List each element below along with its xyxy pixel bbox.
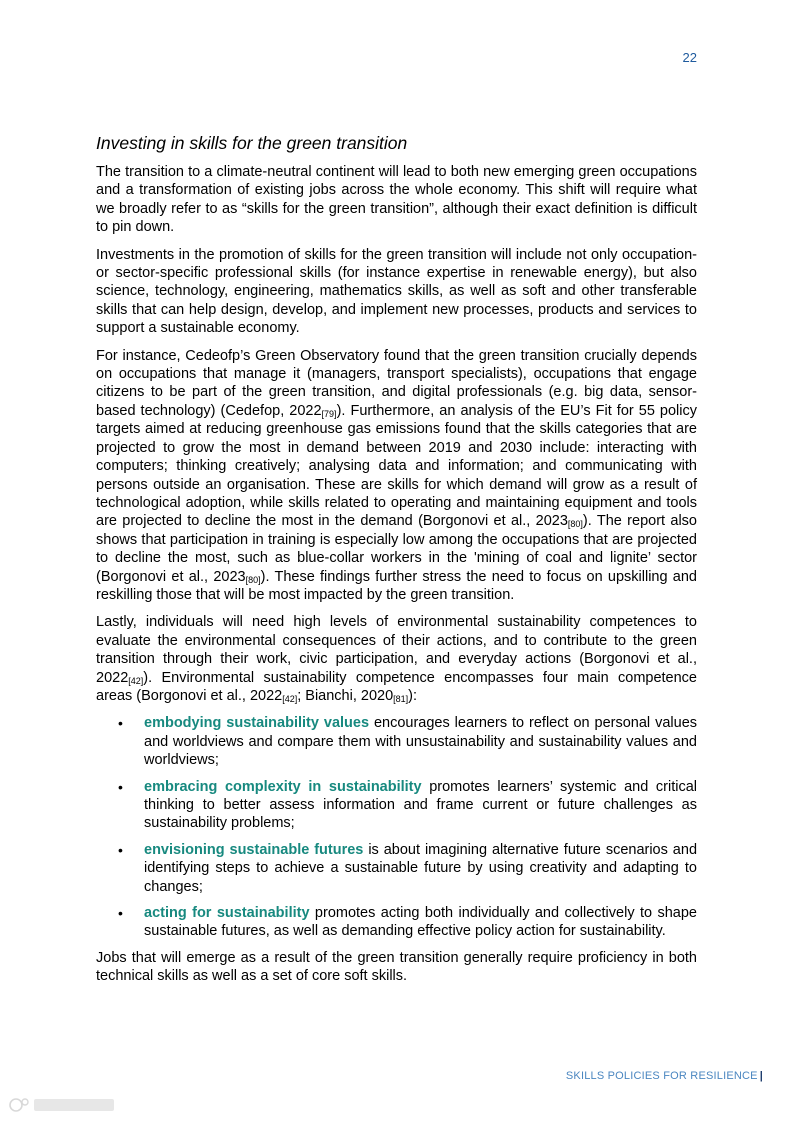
paragraph-investments: Investments in the promotion of skills for the green transition will include not only occupation- or sector-specific professional skills (for instance expertise in renewable energy), but also science, technology, engineering, mathematics skills, as well as soft and other transferable skills that can help design, develop, and implement new processes, products and services to support a sustainable economy. [96, 246, 697, 337]
page-number: 22 [682, 50, 697, 65]
citation-ref: [81] [393, 693, 409, 704]
competence-description: encourages learners to reflect on personal values and worldviews and compare them with unsustainability and sustainability values and worldviews; [144, 715, 698, 769]
list-item [96, 714, 697, 769]
list-item [96, 904, 697, 941]
bullet-icon: • [118, 715, 123, 732]
text-run: Lastly, individuals will need high levels of environmental sustainability competences to evaluate the environmental consequences of their actions, and to contribute to the green transition through their work, civic participation, and everyday actions (Borgonovi et al., 2022 [96, 614, 697, 686]
competence-description: promotes acting both individually and collectively to shape sustainable futures, as well as demanding effective policy action for sustainability. [144, 905, 697, 940]
text-run: ). The report also shows that participation in training is especially low among the occupations that are projected to decline the most, such as blue-collar workers in the 'mining of coal and lignite’ sector (Borgonovi et al., 2023 [96, 513, 697, 585]
bullet-icon: • [118, 841, 123, 858]
paragraph-competences-intro [96, 613, 697, 705]
competence-description: is about imagining alternative future scenarios and identifying steps to achieve a sustainable future by using creativity and adapting to changes; [144, 841, 698, 895]
text-run: ): [408, 687, 418, 704]
citation-ref: [80] [567, 519, 583, 530]
footer-bar: | [759, 1070, 763, 1082]
paragraph-evidence [96, 347, 697, 605]
paragraph-intro: The transition to a climate-neutral continent will lead to both new emerging green occupations and a transformation of existing jobs across the whole economy. This shift will require what we broadly refer to as “skills for the green transition”, although their exact definition is difficult to pin down. [96, 164, 697, 236]
section-title: Investing in skills for the green transition [96, 133, 408, 153]
paragraph-closing: Jobs that will emerge as a result of the green transition generally require proficiency in both technical skills as well as a set of core soft skills. [96, 949, 697, 985]
list-item [96, 841, 697, 896]
document-body [96, 133, 697, 995]
competence-term: embodying sustainability values [144, 715, 370, 732]
competence-term: embracing complexity in sustainability [144, 778, 422, 795]
bullet-icon: • [118, 778, 123, 795]
footer-label: SKILLS POLICIES FOR RESILIENCE [565, 1070, 758, 1082]
text-run: ). Environmental sustainability competence encompasses four main competence areas (Borgonovi et al., 2022 [96, 669, 697, 704]
bullet-icon: • [118, 905, 123, 922]
competence-term: envisioning sustainable futures [144, 841, 364, 858]
citation-ref: [42] [282, 693, 298, 704]
text-run: ). These findings further stress the need to focus on upskilling and reskilling those that will be most impacted by the green transition. [96, 568, 697, 603]
competence-term: acting for sustainability [144, 905, 310, 922]
competence-list [96, 714, 697, 940]
citation-ref: [79] [321, 408, 337, 419]
competence-description: promotes learners’ systemic and critical thinking to better assess information and frame current or future challenges as sustainability problems; [144, 778, 697, 832]
footer-running-title [566, 1070, 763, 1082]
watermark-logo-icon [8, 1094, 118, 1116]
citation-ref: [42] [128, 675, 144, 686]
citation-ref: [80] [245, 574, 261, 585]
text-run: For instance, Cedeofp’s Green Observatory found that the green transition crucially depends on occupations that manage it (managers, transport specialists), occupations that engage citizens to be part of the green transition, and digital professionals (e.g. big data, sensor-based technology) (Cedefop, 2022 [96, 347, 697, 419]
text-run: ; Bianchi, 2020 [297, 687, 394, 704]
list-item [96, 778, 697, 833]
text-run: ). Furthermore, an analysis of the EU’s Fit for 55 policy targets aimed at reducing greenhouse gas emissions found that the skills categories that are projected to grow the most in demand between 2019 and 2030 include: interacting with computers; thinking creatively; analysing data and information; and communicating with persons outside an organisation. These are skills for which demand will grow as a result of technological adoption, while skills related to operating and maintaining equipment and tools are projected to decline the most in the demand (Borgonovi et al., 2023 [96, 402, 697, 530]
